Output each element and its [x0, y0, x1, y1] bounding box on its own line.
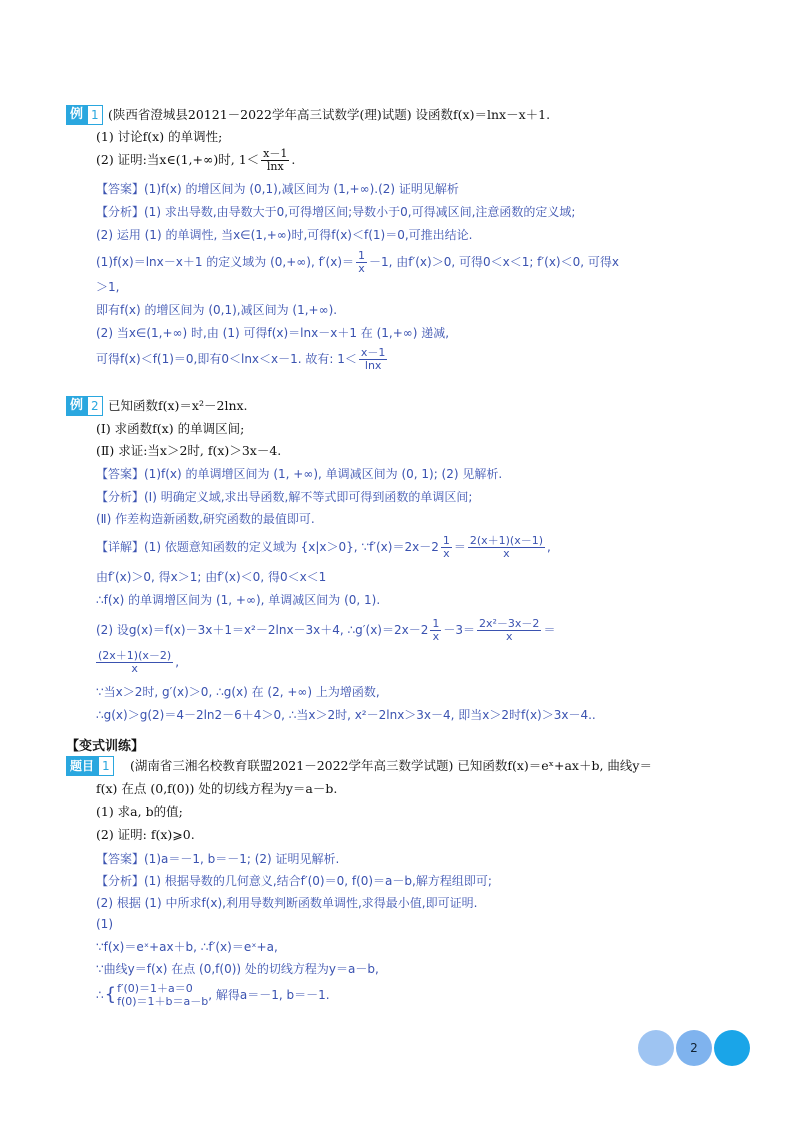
- brace-glyph: {: [104, 984, 117, 1005]
- example-1-answer: 【答案】(1)f(x) 的增区间为 (0,1),减区间为 (1,+∞).(2) 证明见解析: [96, 182, 459, 196]
- variant-1-analysis-2: (2) 根据 (1) 中所求f(x),利用导数判断函数单调性,求得最小值,即可证明.: [96, 896, 478, 910]
- fraction-numerator: x－1: [263, 147, 288, 160]
- example-2-question-1: (Ⅰ) 求函数f(x) 的单调区间;: [96, 421, 245, 436]
- fraction: [96, 650, 173, 675]
- page-number: 2: [676, 1030, 712, 1066]
- variant-1-solution-2: ∵曲线y＝f(x) 在点 (0,f(0)) 处的切线方程为y＝a－b,: [96, 962, 379, 976]
- detail-text: －3＝: [443, 623, 475, 637]
- example-2-analysis-1: 【分析】(Ⅰ) 明确定义域,求出导函数,解不等式即可得到函数的单调区间;: [96, 490, 473, 504]
- fraction-denominator: x: [505, 630, 513, 643]
- variant-1-title-line-2: f(x) 在点 (0,f(0)) 处的切线方程为y＝a－b.: [96, 781, 338, 796]
- equation-row: f(0)＝1＋b＝a－b: [117, 995, 209, 1008]
- detail-text: ＝: [543, 623, 556, 637]
- fraction-numerator: 1: [442, 534, 450, 547]
- problem-number: 1: [98, 756, 114, 776]
- fraction: [261, 148, 289, 173]
- example-2-tag: [66, 396, 103, 416]
- q2-text: (2) 证明:当x∈(1,+∞)时, 1＜: [96, 152, 260, 167]
- fraction-denominator: lnx: [364, 359, 382, 372]
- detail-text: (2) 设g(x)＝f(x)－3x＋1＝x²－2lnx－3x＋4, ∴g′(x)＝2x－2: [96, 623, 429, 637]
- example-2-detail-3: ∴f(x) 的单调增区间为 (1, +∞), 单调减区间为 (0, 1).: [96, 593, 381, 607]
- fraction-denominator: x: [358, 262, 365, 275]
- solution-text: 可得f(x)＜f(1)＝0,即有0＜lnx＜x－1. 故有: 1＜: [96, 352, 357, 366]
- page-number-circle-left: [638, 1030, 674, 1066]
- detail-text: ,: [547, 540, 551, 554]
- example-2-detail-6: ∵当x＞2时, g′(x)＞0, ∴g(x) 在 (2, +∞) 上为增函数,: [96, 685, 380, 699]
- fraction-denominator: x: [443, 547, 450, 560]
- variant-1-solution-1: ∵f(x)＝eˣ+ax＋b, ∴f′(x)＝eˣ+a,: [96, 940, 278, 954]
- example-2-detail-4: [96, 618, 555, 643]
- fraction-numerator: 1: [358, 249, 366, 262]
- fraction-denominator: x: [131, 662, 138, 675]
- example-1-solution-5: [96, 347, 389, 372]
- example-1-question-2: [96, 148, 295, 173]
- example-2-detail-5: [96, 650, 179, 675]
- detail-text: ,: [175, 655, 180, 669]
- example-label: 例: [66, 396, 87, 416]
- example-1-analysis-2: (2) 运用 (1) 的单调性, 当x∈(1,+∞)时,可得f(x)＜f(1)＝0,可推出结论.: [96, 228, 473, 242]
- problem-label: 题目: [66, 756, 98, 776]
- example-2-answer: 【答案】(1)f(x) 的单调增区间为 (1, +∞), 单调减区间为 (0, 1); (2) 见解析.: [96, 467, 503, 481]
- example-1-solution-3: 即有f(x) 的增区间为 (0,1),减区间为 (1,+∞).: [96, 303, 338, 317]
- example-1-analysis-1: 【分析】(1) 求出导数,由导数大于0,可得增区间;导数小于0,可得减区间,注意函数的定义域;: [96, 205, 576, 219]
- equation-system: [117, 982, 208, 1008]
- fraction-numerator: (2x＋1)(x－2): [98, 649, 172, 662]
- detail-text: ＝: [453, 540, 466, 554]
- fraction-numerator: x－1: [360, 346, 386, 359]
- fraction-denominator: x: [432, 630, 440, 643]
- fraction-numerator: 1: [432, 617, 440, 630]
- variant-1-solution-3: [96, 982, 330, 1008]
- detail-text: 【详解】(1) 依题意知函数的定义域为 {x|x＞0}, ∵f′(x)＝2x－2: [96, 540, 439, 554]
- variant-1-title-line-1: (湖南省三湘名校教育联盟2021－2022学年高三数学试题) 已知函数f(x)＝eˣ+ax＋b, 曲线y＝: [130, 758, 652, 773]
- variant-section-heading: 【变式训练】: [66, 739, 145, 754]
- example-2-detail-1: [96, 535, 551, 560]
- solution-text: ∴: [96, 988, 104, 1002]
- variant-1-question-1: (1) 求a, b的值;: [96, 804, 183, 819]
- fraction-denominator: x: [503, 547, 510, 560]
- example-1-tag: [66, 105, 103, 125]
- fraction-numerator: 2x²－3x－2: [479, 617, 540, 630]
- example-1-solution-4: (2) 当x∈(1,+∞) 时,由 (1) 可得f(x)＝lnx－x＋1 在 (1,+∞) 递减,: [96, 326, 450, 340]
- example-number: 1: [87, 105, 103, 125]
- fraction-numerator: 2(x＋1)(x－1): [469, 534, 544, 547]
- example-2-question-2: (Ⅱ) 求证:当x＞2时, f(x)＞3x－4.: [96, 443, 282, 458]
- example-2-analysis-2: (Ⅱ) 作差构造新函数,研究函数的最值即可.: [96, 512, 315, 526]
- variant-1-tag: [66, 756, 114, 776]
- example-number: 2: [87, 396, 103, 416]
- example-2-detail-2: 由f′(x)＞0, 得x＞1; 由f′(x)＜0, 得0＜x＜1: [96, 570, 327, 584]
- example-label: 例: [66, 105, 87, 125]
- example-1-title: (陕西省澄城县20121－2022学年高三试数学(理)试题) 设函数f(x)＝lnx－x＋1.: [108, 107, 551, 122]
- equation-row: f′(0)＝1＋a＝0: [117, 982, 193, 995]
- q2-end: .: [291, 152, 296, 167]
- variant-1-solution-label: (1): [96, 917, 113, 931]
- example-1-question-1: (1) 讨论f(x) 的单调性;: [96, 129, 223, 144]
- variant-1-answer: 【答案】(1)a＝－1, b＝－1; (2) 证明见解析.: [96, 852, 340, 866]
- fraction: [477, 618, 541, 643]
- fraction: [356, 250, 367, 275]
- fraction: [468, 535, 545, 560]
- fraction: [430, 618, 441, 643]
- solution-text: , 解得a＝－1, b＝－1.: [208, 988, 330, 1002]
- variant-1-question-2: (2) 证明: f(x)⩾0.: [96, 827, 195, 842]
- page-number-circle-right: [714, 1030, 750, 1066]
- variant-1-analysis-1: 【分析】(1) 根据导数的几何意义,结合f′(0)＝0, f(0)＝a－b,解方程组即可;: [96, 874, 492, 888]
- example-1-solution-2: ＞1,: [96, 280, 120, 294]
- fraction: [359, 347, 388, 372]
- fraction-denominator: lnx: [266, 160, 284, 173]
- fraction: [441, 535, 452, 560]
- example-2-detail-7: ∴g(x)＞g(2)＝4－2ln2－6＋4＞0, ∴当x＞2时, x²－2lnx＞3x－4, 即当x＞2时f(x)＞3x－4..: [96, 708, 596, 722]
- solution-text: －1, 由f′(x)＞0, 可得0＜x＜1; f′(x)＜0, 可得x: [369, 255, 619, 269]
- solution-text: (1)f(x)＝lnx－x＋1 的定义域为 (0,+∞), f′(x)＝: [96, 255, 355, 269]
- example-1-solution-1: [96, 250, 619, 275]
- example-2-title: 已知函数f(x)＝x²－2lnx.: [108, 398, 248, 413]
